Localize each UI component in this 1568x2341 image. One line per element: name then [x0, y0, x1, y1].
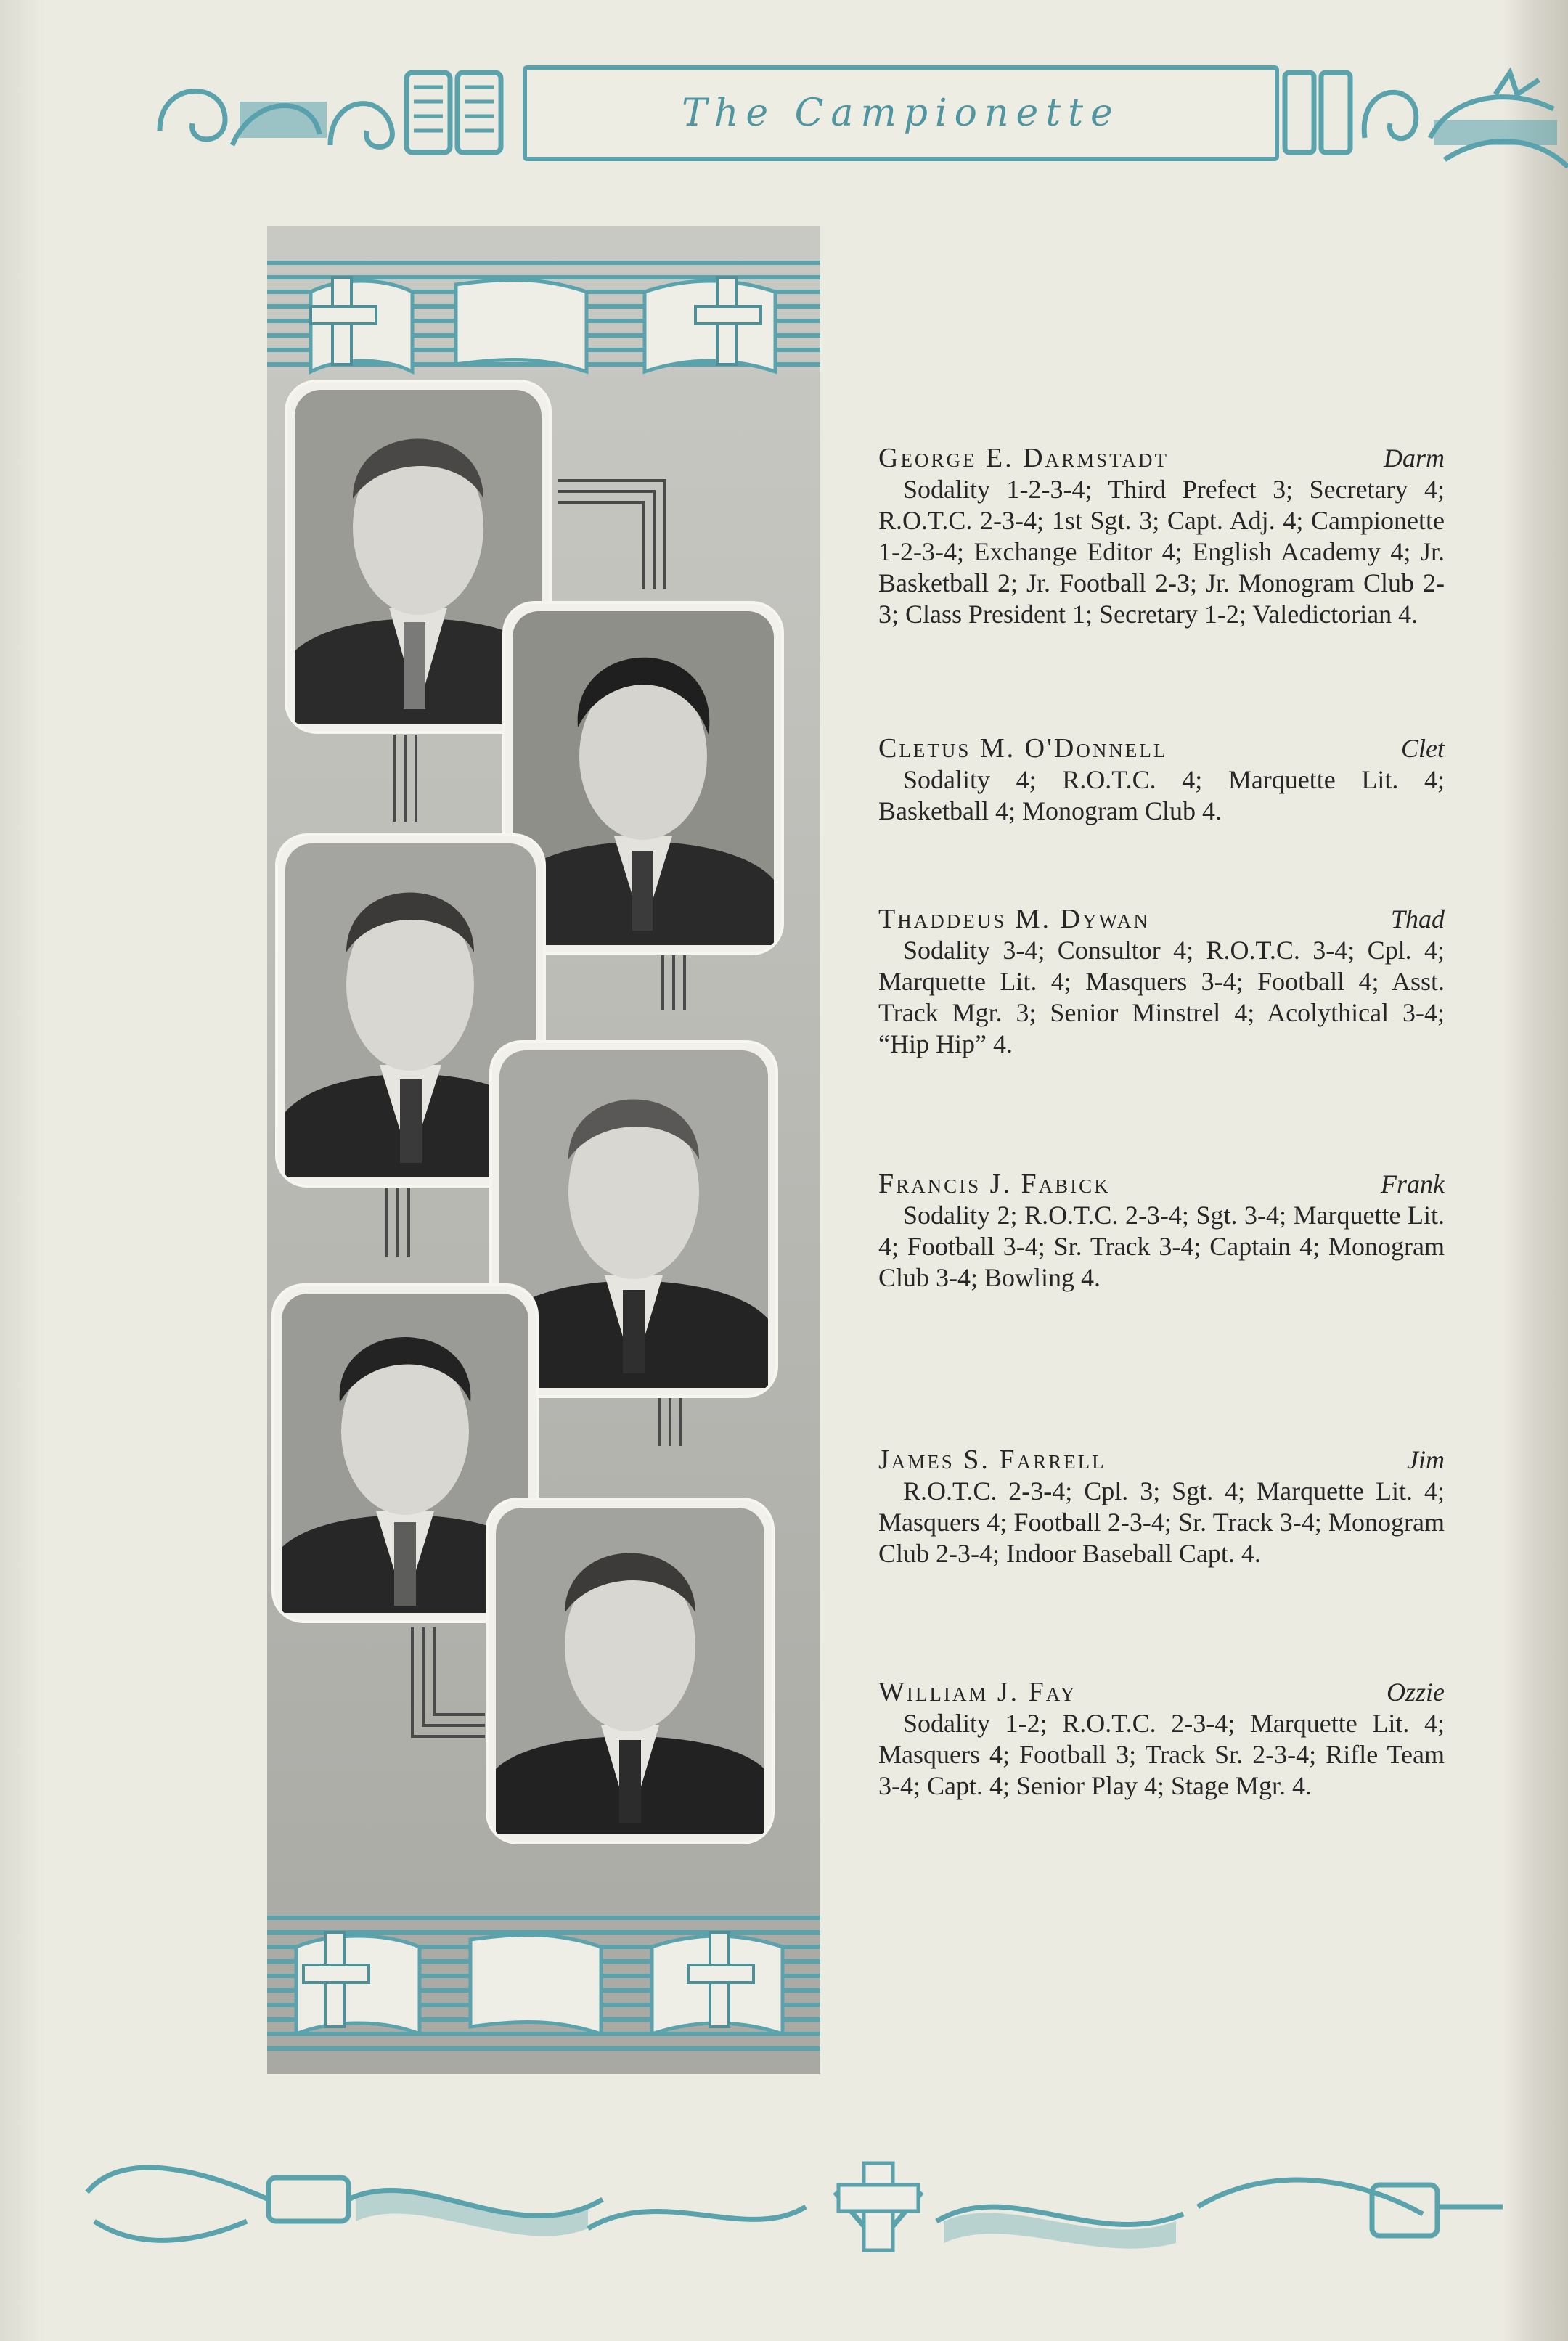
student-name: Francis J. Fabick — [878, 1169, 1111, 1199]
student-activities: Sodality 4; R.O.T.C. 4; Marquette Lit. 4; Basketball 4; Monogram Club 4. — [878, 765, 1445, 825]
biography-entry — [878, 1445, 1445, 1569]
photo-panel — [267, 226, 820, 2074]
student-nickname: Frank — [1381, 1169, 1445, 1198]
footer-ornament-icon — [80, 2134, 1517, 2272]
student-nickname: Jim — [1407, 1445, 1445, 1474]
header-ornament-right-icon — [1278, 51, 1568, 181]
student-nickname: Ozzie — [1387, 1678, 1445, 1707]
biography-entry — [878, 904, 1445, 1060]
page-edge-shadow — [1503, 0, 1568, 2341]
biography-entry — [878, 1677, 1445, 1802]
student-nickname: Clet — [1401, 734, 1445, 763]
biography-entry — [878, 733, 1445, 827]
student-nickname: Thad — [1390, 904, 1445, 933]
header-band — [145, 51, 1561, 181]
page-gutter — [0, 0, 44, 2341]
biography-entry — [878, 443, 1445, 630]
student-nickname: Darm — [1383, 444, 1445, 473]
header-title-box — [523, 65, 1279, 161]
header-ornament-left-icon — [145, 51, 530, 181]
portrait-photo-odonnell — [505, 604, 781, 952]
portrait-photo-fay — [489, 1500, 772, 1842]
student-activities: Sodality 3-4; Consultor 4; R.O.T.C. 3-4; Cpl. 4; Marquette Lit. 4; Masquers 3-4; Football 4; Asst. Track Mgr. 3; Senior Minstrel 4; Acolythical 3-4; “Hip Hip” 4. — [878, 936, 1445, 1058]
student-activities: Sodality 1-2; R.O.T.C. 2-3-4; Marquette Lit. 4; Masquers 4; Football 3; Track Sr. 2-3-4; Rifle Team 3-4; Capt. 4; Senior Play 4; Stage Mgr. 4. — [878, 1709, 1445, 1800]
student-name: James S. Farrell — [878, 1445, 1106, 1475]
panel-ornament-bottom-icon — [267, 1896, 820, 2070]
biography-entry — [878, 1169, 1445, 1294]
page-title: The Campionette — [682, 91, 1120, 135]
student-name: Thaddeus M. Dywan — [878, 904, 1150, 934]
student-activities: R.O.T.C. 2-3-4; Cpl. 3; Sgt. 4; Marquette Lit. 4; Masquers 4; Football 2-3-4; Sr. Track 3-4; Monogram Club 2-3-4; Indoor Baseball Capt. 4. — [878, 1476, 1445, 1568]
student-activities: Sodality 2; R.O.T.C. 2-3-4; Sgt. 3-4; Marquette Lit. 4; Football 3-4; Sr. Track 3-4; Captain 4; Monogram Club 3-4; Bowling 4. — [878, 1201, 1445, 1292]
student-activities: Sodality 1-2-3-4; Third Prefect 3; Secretary 4; R.O.T.C. 2-3-4; 1st Sgt. 3; Capt. Adj. 4; Campionette 1-2-3-4; Exchange Editor 4; English Academy 4; Jr. Basketball 2; Jr. Football 2-3; Jr. Monogram Club 2-3; Class President 1; Secretary 1-2; Valedictorian 4. — [878, 475, 1445, 629]
student-name: Cletus M. O'Donnell — [878, 733, 1168, 764]
student-name: George E. Darmstadt — [878, 443, 1169, 473]
student-name: William J. Fay — [878, 1677, 1077, 1707]
